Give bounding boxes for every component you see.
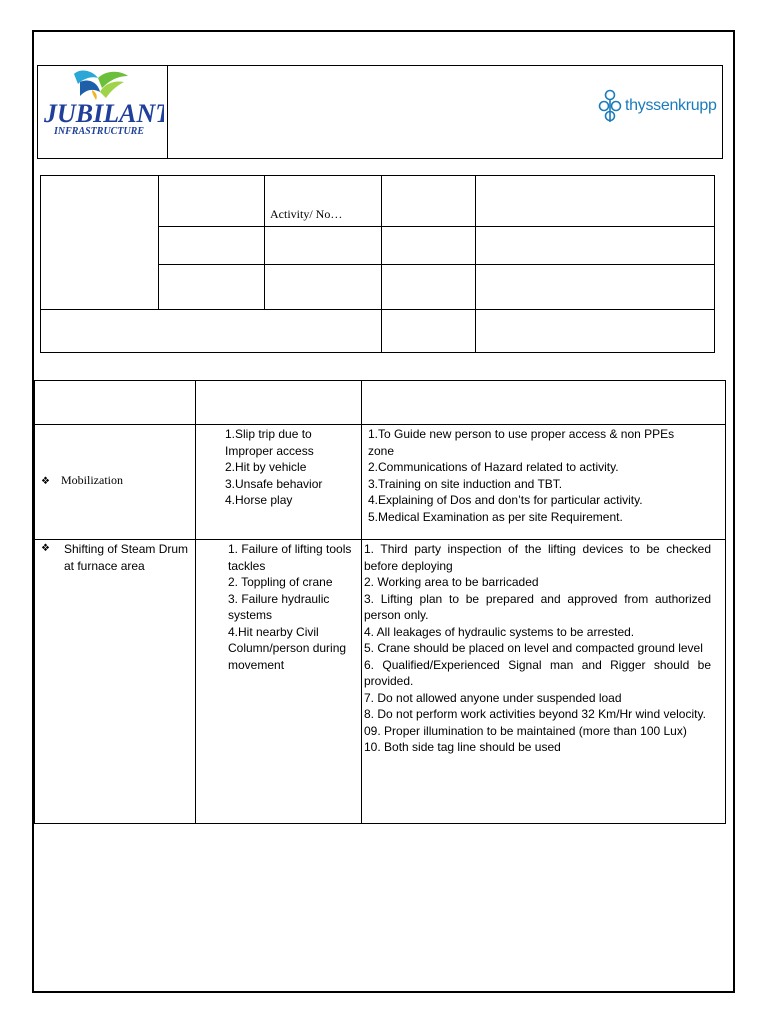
- control-cell: [362, 425, 726, 540]
- list-item: 2. Working area to be barricaded: [364, 575, 539, 589]
- info-cell-r4c4: [381, 309, 476, 353]
- activity-cell: [35, 540, 196, 824]
- info-cell-r2c3: [264, 226, 382, 265]
- table-row: [35, 425, 726, 540]
- list-item: 4.Hit nearby Civil Column/person during movement: [228, 624, 347, 672]
- list-item: 4.Explaining of Dos and don’ts for particular activity.: [368, 493, 643, 507]
- header-cell-control: [362, 381, 726, 425]
- jubilant-logo: [40, 68, 164, 138]
- control-cell: [362, 540, 726, 824]
- info-cell-r1c1: [40, 175, 159, 310]
- info-cell-r3c5: [475, 264, 715, 310]
- info-cell-r3c3: [264, 264, 382, 310]
- thyssenkrupp-logo: [597, 88, 717, 128]
- list-item: 09. Proper illumination to be maintained (more than 100 Lux): [364, 723, 687, 738]
- hazard-cell: [196, 425, 362, 540]
- diamond-bullet-icon: ❖: [41, 543, 50, 554]
- list-item: 3.Training on site induction and TBT.: [368, 476, 563, 491]
- risk-table-header-row: [35, 381, 726, 425]
- header-cell-activity: [35, 381, 196, 425]
- activity-cell: [35, 425, 196, 540]
- info-cell-r2c5: [475, 226, 715, 265]
- list-item: 1.To Guide new person to use proper access & non PPEs zone: [368, 427, 675, 458]
- list-item: 4.Horse play: [225, 493, 293, 507]
- table-row: [35, 540, 726, 824]
- list-item: 6. Qualified/Experienced Signal man and Rigger should be provided.: [364, 657, 711, 688]
- list-item: 2. Toppling of crane: [228, 575, 333, 589]
- list-item: 8. Do not perform work activities beyond 32 Km/Hr wind velocity.: [364, 707, 706, 721]
- hazard-cell: [196, 540, 362, 824]
- jubilant-logo-sub: INFRASTRUCTURE: [54, 126, 145, 137]
- list-item: 3.Unsafe behavior: [225, 476, 323, 491]
- list-item: 5. Crane should be placed on level and compacted ground level: [364, 641, 703, 655]
- list-item: 2.Hit by vehicle: [225, 460, 307, 474]
- info-cell-r3c4: [381, 264, 476, 310]
- activity-label: Activity/ No…: [270, 207, 343, 221]
- risk-table: [34, 380, 726, 824]
- info-cell-r3c2: [158, 264, 265, 310]
- info-cell-r1c2: [158, 175, 265, 227]
- list-item: 4. All leakages of hydraulic systems to be arrested.: [364, 624, 635, 639]
- thyssenkrupp-emblem-icon: [597, 88, 623, 128]
- info-cell-r1c5: [475, 175, 715, 227]
- list-item: 7. Do not allowed anyone under suspended load: [364, 690, 622, 705]
- list-item: 2.Communications of Hazard related to activity.: [368, 460, 619, 474]
- diamond-bullet-icon: ❖: [41, 475, 50, 487]
- list-item: 1. Failure of lifting tools tackles: [228, 542, 352, 573]
- list-item: 3. Lifting plan to be prepared and approved from authorized person only.: [364, 591, 711, 622]
- info-cell-r2c2: [158, 226, 265, 265]
- info-cell-r2c4: [381, 226, 476, 265]
- activity-text: Shifting of Steam Drum at furnace area: [64, 542, 189, 573]
- list-item: 10. Both side tag line should be used: [364, 740, 561, 754]
- list-item: 5.Medical Examination as per site Requirement.: [368, 509, 623, 524]
- header-cell-hazard: [196, 381, 362, 425]
- activity-text: Mobilization: [61, 472, 123, 487]
- list-item: 3. Failure hydraulic systems: [228, 591, 330, 622]
- info-cell-r1c4: [381, 175, 476, 227]
- info-cell-r4c1: [40, 309, 382, 353]
- list-item: 1. Third party inspection of the lifting devices to be checked before deploying: [364, 542, 711, 573]
- jubilant-logo-text: JUBILANT: [44, 99, 164, 128]
- list-item: 1.Slip trip due to Improper access: [225, 427, 314, 458]
- thyssenkrupp-logo-text: thyssenkrupp: [625, 97, 717, 114]
- info-cell-r4c5: [475, 309, 715, 353]
